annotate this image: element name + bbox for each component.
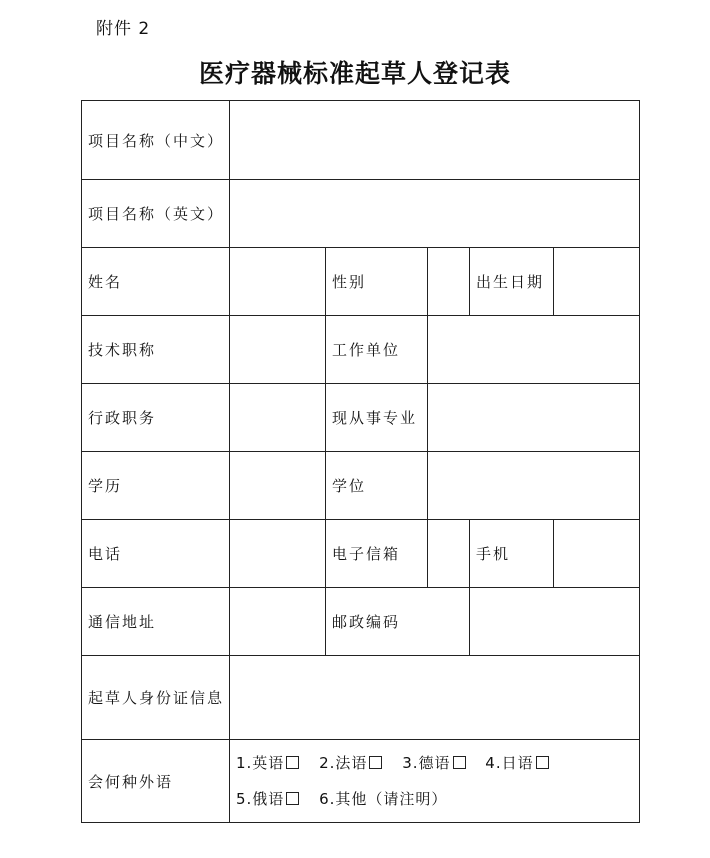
row-title-unit (82, 316, 640, 384)
language-option-french[interactable] (319, 754, 382, 772)
form-title: 医疗器械标准起草人登记表 (198, 59, 511, 88)
degree-field[interactable] (428, 452, 640, 520)
education-field[interactable] (230, 452, 326, 520)
language-option-french-label: 2.法语 (319, 754, 368, 772)
row-id-info (82, 656, 640, 740)
project-name-en-label: 项目名称（英文） (82, 180, 230, 248)
gender-field[interactable] (428, 248, 470, 316)
drafter-id-info-label: 起草人身份证信息 (82, 656, 230, 740)
degree-label: 学位 (326, 452, 428, 520)
drafter-id-info-field[interactable] (230, 656, 640, 740)
language-options-line-1 (236, 745, 639, 781)
admin-position-label: 行政职务 (82, 384, 230, 452)
row-name-gender-birth (82, 248, 640, 316)
language-option-japanese-label: 4.日语 (485, 754, 534, 772)
language-option-russian[interactable] (236, 790, 299, 808)
birth-date-label: 出生日期 (470, 248, 554, 316)
french-checkbox-icon[interactable] (369, 756, 382, 769)
email-field[interactable] (428, 520, 470, 588)
name-field[interactable] (230, 248, 326, 316)
row-phone-email-mobile (82, 520, 640, 588)
language-option-other[interactable]: 6.其他（请注明） (319, 790, 448, 808)
english-checkbox-icon[interactable] (286, 756, 299, 769)
foreign-language-label: 会何种外语 (82, 740, 230, 823)
address-field[interactable] (230, 588, 326, 656)
attachment-label: 附件 2 (96, 19, 151, 39)
email-label: 电子信箱 (326, 520, 428, 588)
project-name-cn-label: 项目名称（中文） (82, 101, 230, 180)
row-address-postcode (82, 588, 640, 656)
project-name-cn-field[interactable] (230, 101, 640, 180)
language-option-russian-label: 5.俄语 (236, 790, 285, 808)
language-option-german[interactable] (402, 754, 465, 772)
language-option-japanese[interactable] (485, 754, 548, 772)
phone-field[interactable] (230, 520, 326, 588)
phone-label: 电话 (82, 520, 230, 588)
row-position-specialty (82, 384, 640, 452)
language-options (230, 740, 640, 823)
admin-position-field[interactable] (230, 384, 326, 452)
technical-title-label: 技术职称 (82, 316, 230, 384)
german-checkbox-icon[interactable] (453, 756, 466, 769)
mobile-label: 手机 (470, 520, 554, 588)
project-name-en-field[interactable] (230, 180, 640, 248)
row-project-name-en (82, 180, 640, 248)
language-option-english[interactable] (236, 754, 299, 772)
language-option-english-label: 1.英语 (236, 754, 285, 772)
postal-code-field[interactable] (470, 588, 640, 656)
birth-date-field[interactable] (554, 248, 640, 316)
gender-label: 性别 (326, 248, 428, 316)
language-option-german-label: 3.德语 (402, 754, 451, 772)
work-unit-label: 工作单位 (326, 316, 428, 384)
address-label: 通信地址 (82, 588, 230, 656)
row-project-name-cn (82, 101, 640, 180)
work-unit-field[interactable] (428, 316, 640, 384)
russian-checkbox-icon[interactable] (286, 792, 299, 805)
postal-code-label: 邮政编码 (326, 588, 470, 656)
row-foreign-language (82, 740, 640, 823)
language-options-line-2 (236, 781, 639, 817)
current-specialty-label: 现从事专业 (326, 384, 428, 452)
current-specialty-field[interactable] (428, 384, 640, 452)
row-education-degree (82, 452, 640, 520)
technical-title-field[interactable] (230, 316, 326, 384)
registration-form-table (81, 100, 640, 823)
japanese-checkbox-icon[interactable] (536, 756, 549, 769)
mobile-field[interactable] (554, 520, 640, 588)
education-label: 学历 (82, 452, 230, 520)
name-label: 姓名 (82, 248, 230, 316)
